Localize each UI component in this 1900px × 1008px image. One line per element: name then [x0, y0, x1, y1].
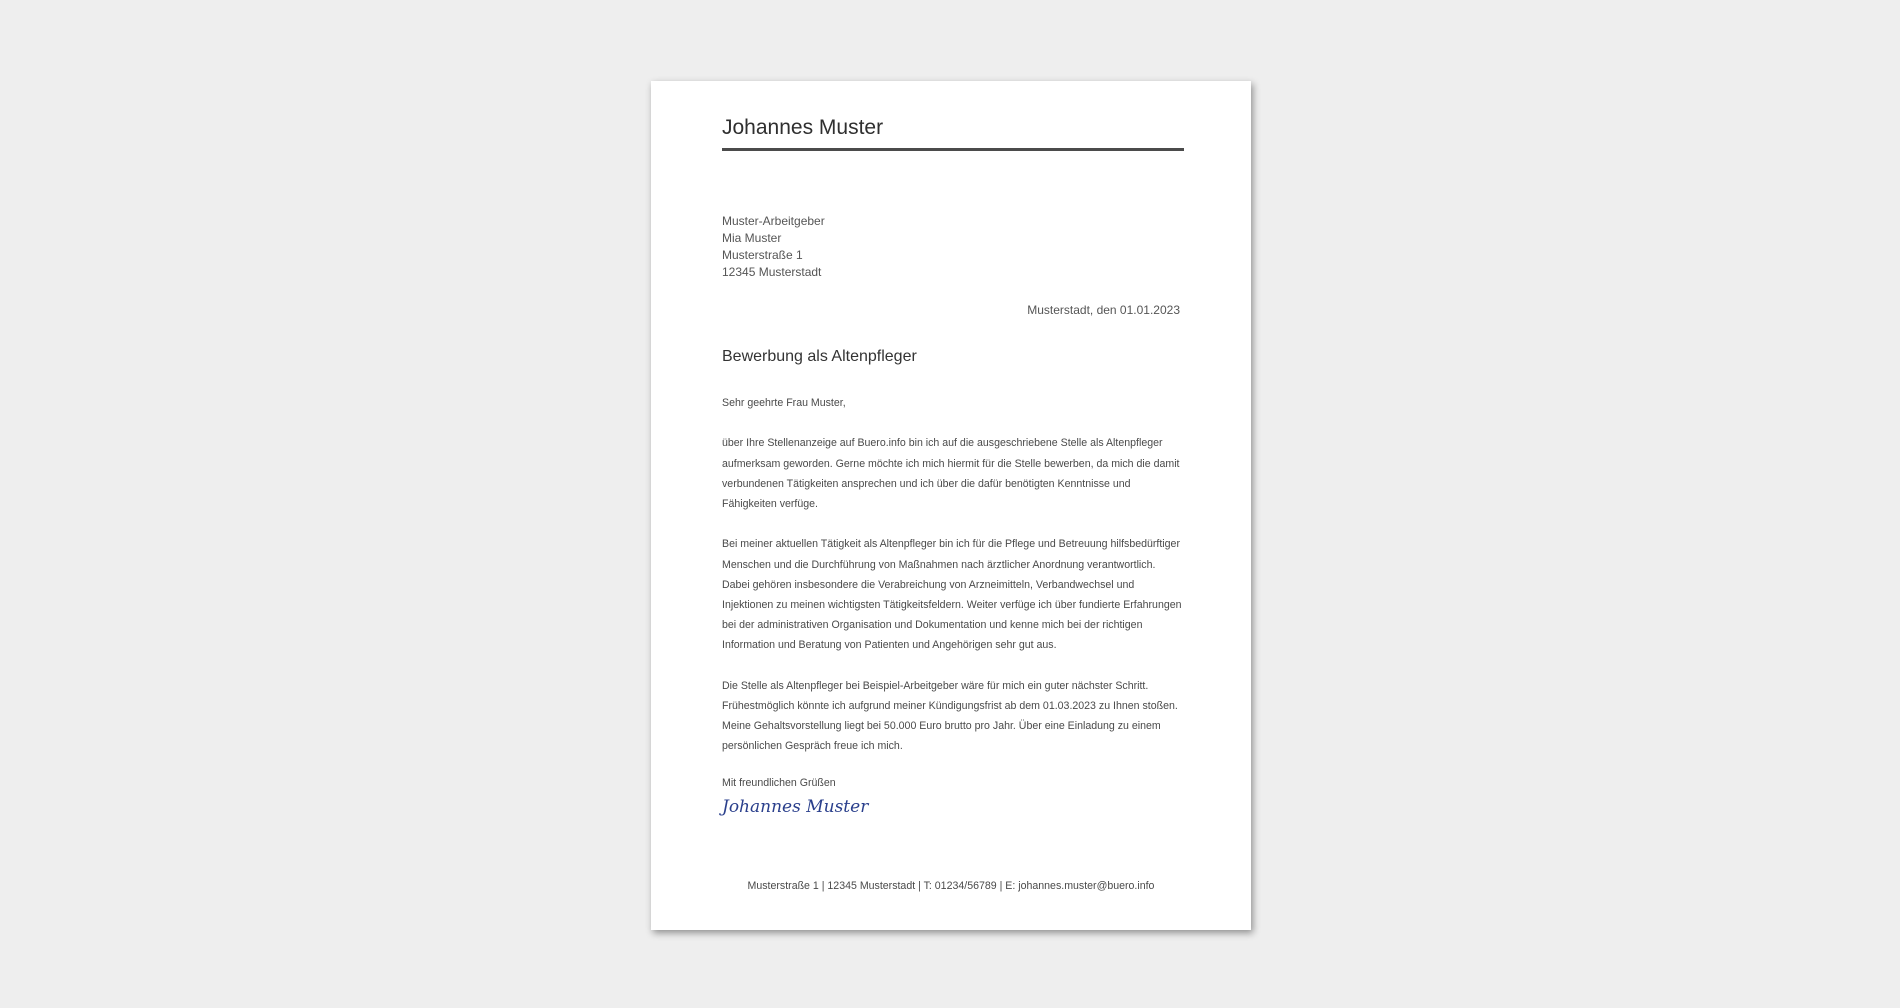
footer-contact: Musterstraße 1 | 12345 Musterstadt | T: 01234/56789 | E: johannes.muster@buero.info — [747, 880, 1155, 892]
closing: Mit freundlichen Grüßen — [722, 777, 836, 789]
body-paragraph-1: über Ihre Stellenanzeige auf Buero.info bin ich auf die ausgeschriebene Stelle als Altenpfleger aufmerksam geworden. Gerne möchte ich mich hiermit für die Stelle bewerben, da mich die damit verbundenen Tätigkeiten ansprechen und ich über die dafür benötigten Kenntnisse und Fähigkeiten verfüge. — [722, 437, 1180, 510]
body-paragraph-2: Bei meiner aktuellen Tätigkeit als Altenpfleger bin ich für die Pflege und Betreuung hilfsbedürftiger Menschen und die Durchführung von Maßnahmen nach ärztlicher Anordnung verantwortlich. Dabei gehören insbesondere die Verabreichung von Arzneimitteln, Verbandwechsel und Injektionen zu meinen wichtigsten Tätigkeitsfeldern. Weiter verfüge ich über fundierte Erfahrungen bei der administrativen Organisation und Dokumentation und kenne mich bei der richtigen Information und Beratung von Patienten und Angehörigen sehr gut aus. — [722, 538, 1182, 652]
signature: Johannes Muster — [722, 797, 869, 817]
recipient-address — [722, 213, 825, 281]
subject-line: Bewerbung als Altenpfleger — [722, 348, 917, 365]
letter-body — [722, 393, 1184, 777]
sender-name: Johannes Muster — [722, 116, 884, 139]
recipient-company: Muster-Arbeitgeber — [722, 214, 825, 228]
date-line: Musterstadt, den 01.01.2023 — [1027, 303, 1180, 317]
body-paragraph-3: Die Stelle als Altenpfleger bei Beispiel-Arbeitgeber wäre für mich ein guter nächster Schritt. Frühestmöglich könnte ich aufgrund meiner Kündigungsfrist ab dem 01.03.2023 zu Ihnen stoßen. Meine Gehaltsvorstellung liegt bei 50.000 Euro brutto pro Jahr. Über eine Einladung zu einem persönlichen Gespräch freue ich mich. — [722, 679, 1178, 753]
salutation: Sehr geehrte Frau Muster, — [722, 397, 846, 409]
recipient-city: 12345 Musterstadt — [722, 265, 822, 279]
recipient-person: Mia Muster — [722, 231, 782, 245]
letter-page — [651, 81, 1251, 930]
header-divider — [722, 148, 1184, 151]
recipient-street: Musterstraße 1 — [722, 248, 803, 262]
